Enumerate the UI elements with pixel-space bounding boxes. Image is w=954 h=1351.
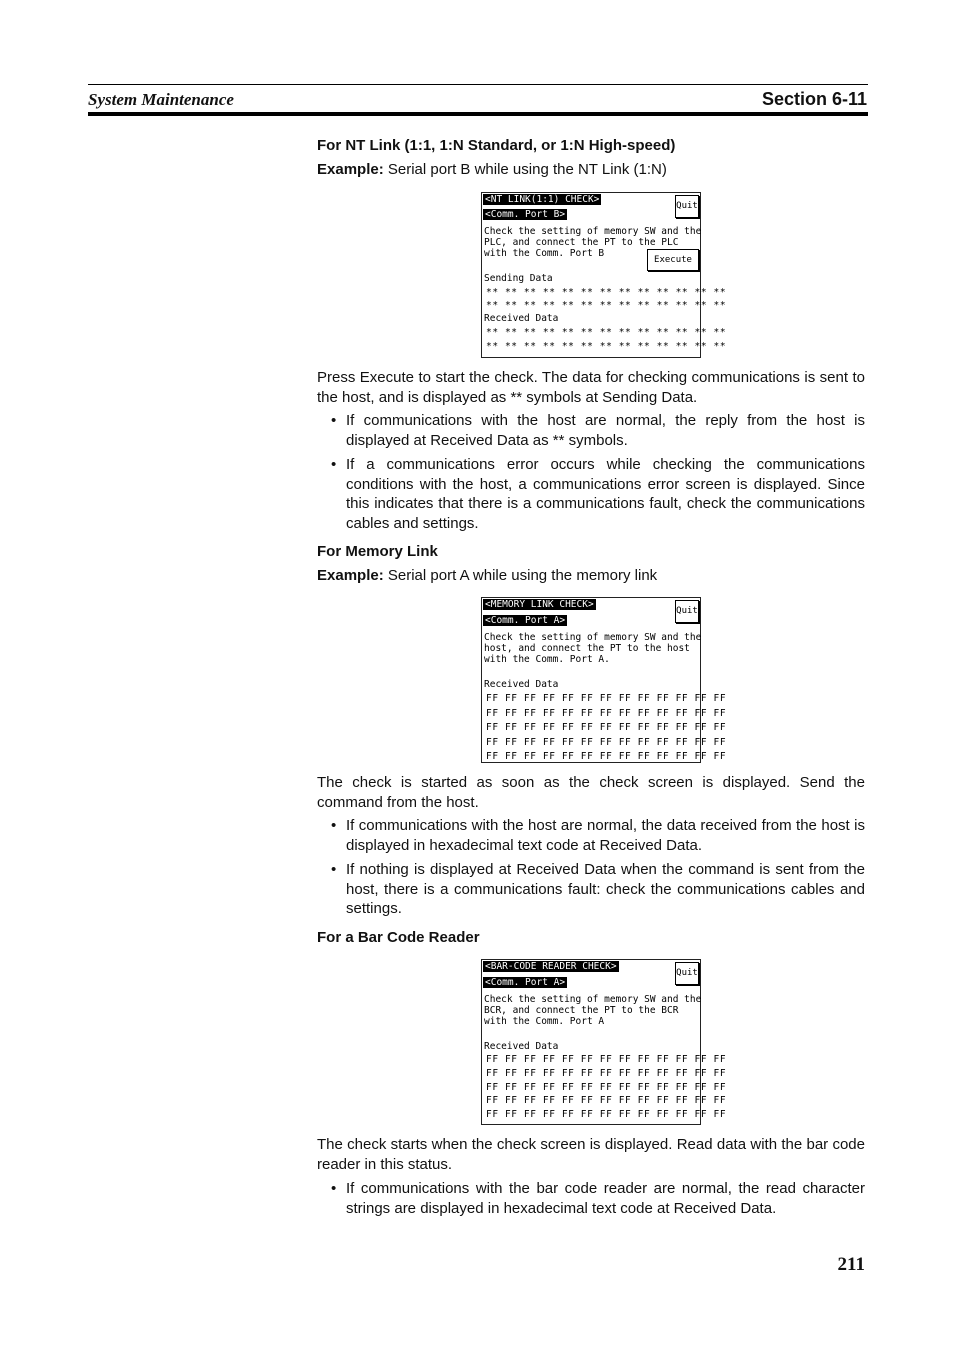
quit-button[interactable]: Quit (675, 195, 699, 218)
bullet-text: If communications with the host are normal, the reply from the host is displayed at Received Data as ** symbols. (346, 412, 865, 449)
memory-link-check-screen (481, 597, 727, 763)
example-text: Serial port B while using the NT Link (1:N) (387, 161, 667, 178)
screen-message-line: host, and connect the PT to the host (484, 643, 690, 654)
bullet-mark: • (331, 1180, 337, 1197)
running-header-section: Section 6-11 (761, 89, 867, 109)
bullet-mark: • (331, 861, 337, 878)
screen-title: <NT LINK(1:1) CHECK> (485, 194, 600, 205)
nt-link-paragraph: Press Execute to start the check. The data for checking communications is sent to the host, and is displayed as ** symbols at Sending Data. (317, 369, 865, 406)
bullet-text: If nothing is displayed at Received Data when the command is sent from the host, there is a communications fault: check the communications cables and settings. (346, 861, 865, 917)
nt-link-bullet-1 (331, 411, 865, 450)
screen-port: <Comm. Port B> (485, 209, 566, 220)
received-data-row: FF FF FF FF FF FF FF FF FF FF FF FF FF (486, 1109, 727, 1120)
received-data-row: ** ** ** ** ** ** ** ** ** ** ** ** ** (486, 327, 727, 338)
execute-button[interactable]: Execute (647, 249, 699, 271)
sending-data-row: ** ** ** ** ** ** ** ** ** ** ** ** ** (486, 300, 727, 311)
received-data-label: Received Data (484, 1041, 559, 1052)
received-data-label: Received Data (484, 679, 559, 690)
nt-link-heading: For NT Link (1:1, 1:N Standard, or 1:N High-speed) (317, 137, 676, 154)
bar-code-check-screen (481, 959, 727, 1125)
sending-data-row: ** ** ** ** ** ** ** ** ** ** ** ** ** (486, 287, 727, 298)
screen-message-line: PLC, and connect the PT to the PLC (484, 237, 679, 248)
received-data-row: FF FF FF FF FF FF FF FF FF FF FF FF FF (486, 708, 727, 719)
received-data-row: FF FF FF FF FF FF FF FF FF FF FF FF FF (486, 1068, 727, 1079)
received-data-row: FF FF FF FF FF FF FF FF FF FF FF FF FF (486, 722, 727, 733)
header-rule-bottom (88, 112, 868, 116)
nt-link-check-screen (481, 192, 727, 358)
screen-port: <Comm. Port A> (485, 977, 566, 988)
bullet-mark: • (331, 456, 337, 473)
header-rule-top (88, 84, 868, 85)
received-data-row: FF FF FF FF FF FF FF FF FF FF FF FF FF (486, 751, 727, 762)
memory-link-bullet-2 (331, 860, 865, 919)
received-data-row: FF FF FF FF FF FF FF FF FF FF FF FF FF (486, 1082, 727, 1093)
screen-port: <Comm. Port A> (485, 615, 566, 626)
bullet-text: If communications with the host are normal, the data received from the host is displayed in hexadecimal text code at Received Data. (346, 817, 865, 854)
nt-link-example (317, 161, 667, 178)
screen-message-line: Check the setting of memory SW and the (484, 632, 702, 643)
example-text: Serial port A while using the memory link (387, 567, 658, 584)
received-data-row: FF FF FF FF FF FF FF FF FF FF FF FF FF (486, 1054, 727, 1065)
screen-message-line: with the Comm. Port A (484, 1016, 605, 1027)
received-data-row: FF FF FF FF FF FF FF FF FF FF FF FF FF (486, 737, 727, 748)
bar-code-heading: For a Bar Code Reader (317, 929, 480, 946)
received-data-label: Received Data (484, 313, 559, 324)
quit-button[interactable]: Quit (675, 600, 699, 623)
running-header-title: System Maintenance (88, 90, 234, 109)
bar-code-paragraph: The check starts when the check screen is displayed. Read data with the bar code reader in this status. (317, 1136, 865, 1173)
screen-title: <MEMORY LINK CHECK> (485, 599, 594, 610)
example-label: Example: (317, 567, 384, 584)
received-data-row: FF FF FF FF FF FF FF FF FF FF FF FF FF (486, 1095, 727, 1106)
quit-button[interactable]: Quit (675, 962, 699, 985)
screen-message-line: Check the setting of memory SW and the (484, 226, 702, 237)
bullet-mark: • (331, 817, 337, 834)
page-number: 211 (837, 1254, 865, 1275)
received-data-row: ** ** ** ** ** ** ** ** ** ** ** ** ** (486, 341, 727, 352)
received-data-row: FF FF FF FF FF FF FF FF FF FF FF FF FF (486, 693, 727, 704)
memory-link-paragraph: The check is started as soon as the check screen is displayed. Send the command from the host. (317, 774, 865, 811)
bullet-mark: • (331, 412, 337, 429)
bar-code-bullet-1 (331, 1179, 865, 1218)
screen-message-line: BCR, and connect the PT to the BCR (484, 1005, 679, 1016)
memory-link-heading: For Memory Link (317, 543, 438, 560)
screen-title: <BAR-CODE READER CHECK> (485, 961, 617, 972)
nt-link-bullet-2 (331, 455, 865, 533)
bullet-text: If a communications error occurs while checking the communications conditions with the host, a communications error screen is displayed. Since this indicates that there is a communications fault, check the communications cables and settings. (346, 456, 865, 532)
screen-message-line: with the Comm. Port A. (484, 654, 610, 665)
screen-message-line: Check the setting of memory SW and the (484, 994, 702, 1005)
sending-data-label: Sending Data (484, 273, 553, 284)
example-label: Example: (317, 161, 384, 178)
screen-message-line: with the Comm. Port B (484, 248, 605, 259)
memory-link-example (317, 567, 657, 584)
memory-link-bullet-1 (331, 816, 865, 855)
bullet-text: If communications with the bar code reader are normal, the read character strings are displayed in hexadecimal text code at Received Data. (346, 1180, 865, 1217)
